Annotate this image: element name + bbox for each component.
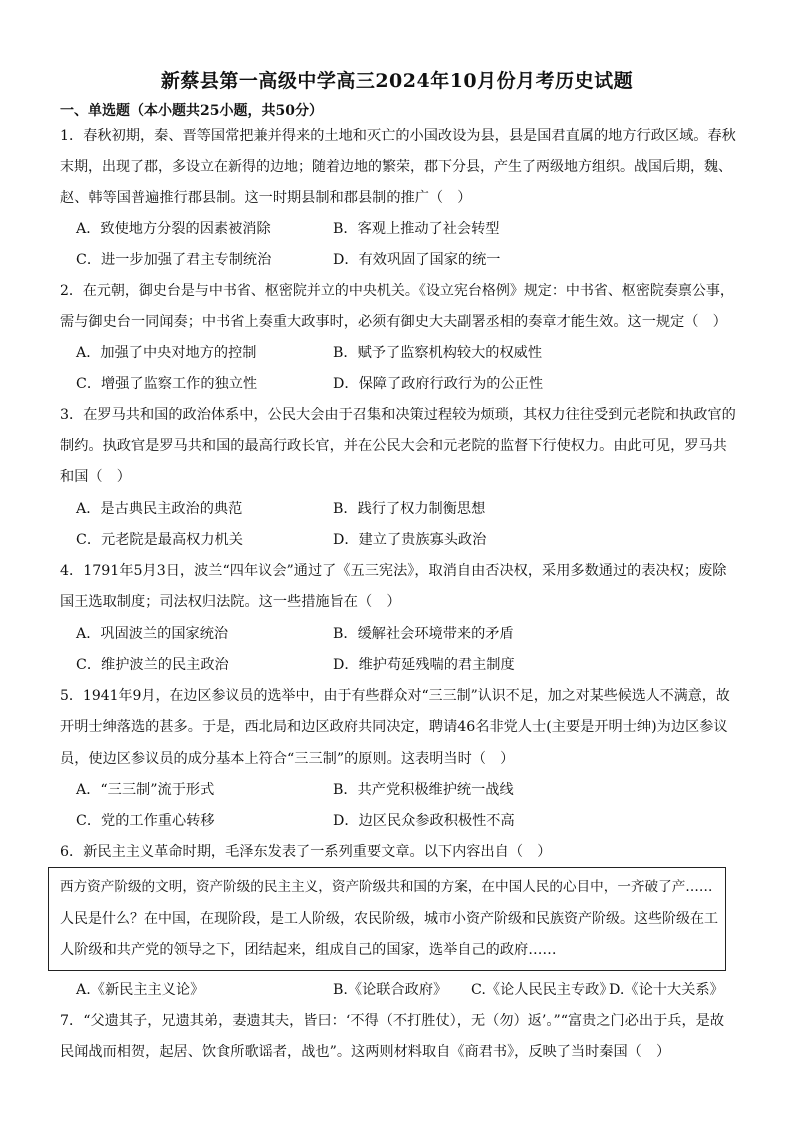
q5-option-d: D．边区民众参政积极性不高	[333, 813, 515, 829]
q2-option-b: B．赋予了监察机构较大的权威性	[333, 345, 543, 361]
q2-option-d: D．保障了政府行政行为的公正性	[333, 376, 544, 392]
q5-stem-line-3: 员，使边区参议员的成分基本上符合“三三制”的原则。这表明当时（ ）	[60, 751, 515, 767]
page-title: 新蔡县第一高级中学高三2024年10月份月考历史试题	[160, 70, 634, 92]
q5-option-b: B．共产党积极维护统一战线	[333, 782, 514, 798]
q4-option-d: D．维护苟延残喘的君主制度	[333, 657, 515, 673]
q5-stem-line-2: 开明士绅落选的甚多。于是，西北局和边区政府共同决定，聘请46名非党人士(主要是开明士绅)为边区参议	[60, 719, 728, 735]
q3-option-b: B．践行了权力制衡思想	[333, 501, 486, 517]
q4-stem-line-1: 4．1791年5月3日，波兰“四年议会”通过了《五三宪法》，取消自由否决权，采用多数通过的表决权；废除	[60, 563, 727, 579]
q4-stem-line-2: 国王选取制度；司法权归法院。这一些措施旨在（ ）	[60, 594, 401, 610]
q7-stem-line-2: 民闻战而相贺，起居、饮食所歌谣者，战也”。这两则材料取自《商君书》，反映了当时秦国（ ）	[60, 1044, 671, 1060]
q1-option-d: D．有效巩固了国家的统一	[333, 252, 501, 268]
q6-option-d: D.《论十大关系》	[609, 982, 724, 998]
q1-stem-line-2: 末期，出现了郡，多设立在新得的边地；随着边地的繁荣，郡下分县，产生了两级地方组织。战国后期，魏、	[60, 159, 732, 175]
q1-option-c: C．进一步加强了君主专制统治	[76, 252, 272, 268]
q7-stem-line-1: 7．“父遗其子，兄遗其弟，妻遗其夫，皆曰：‘不得（不打胜仗），无（勿）返’。”“富贵之门必出于兵，是故	[60, 1013, 725, 1029]
q3-stem-line-3: 和国（ ）	[60, 469, 131, 485]
q1-option-a: A．致使地方分裂的因素被消除	[76, 221, 271, 237]
q4-option-b: B．缓解社会环境带来的矛盾	[333, 626, 514, 642]
q2-stem-line-2: 需与御史台一同闻奏；中书省上奏重大政事时，必须有御史大夫副署丞相的奏章才能生效。这一规定（ ）	[60, 314, 727, 330]
q4-option-a: A．巩固波兰的国家统治	[76, 626, 229, 642]
q6-material-line-1: 西方资产阶级的文明，资产阶级的民主主义，资产阶级共和国的方案，在中国人民的心目中，一齐破了产……	[60, 879, 713, 895]
q3-stem-line-2: 制约。执政官是罗马共和国的最高行政长官，并在公民大会和元老院的监督下行使权力。由此可见，罗马共	[60, 438, 727, 454]
q5-stem-line-1: 5．1941年9月，在边区参议员的选举中，由于有些群众对“三三制”认识不足，加之对某些候选人不满意，故	[60, 688, 730, 704]
q5-option-c: C．党的工作重心转移	[76, 813, 215, 829]
q6-option-c: C.《论人民民主专政》	[471, 982, 614, 998]
q3-stem-line-1: 3．在罗马共和国的政治体系中，公民大会由于召集和决策过程较为烦琐，其权力往往受到元老院和执政官的	[60, 407, 736, 423]
q3-option-c: C．元老院是最高权力机关	[76, 532, 243, 548]
section-heading: 一、单选题（本小题共25小题，共50分）	[60, 103, 323, 119]
q3-option-d: D．建立了贵族寡头政治	[333, 532, 487, 548]
q2-option-a: A．加强了中央对地方的控制	[76, 345, 257, 361]
q6-option-a: A.《新民主主义论》	[76, 982, 205, 998]
q2-stem-line-1: 2．在元朝，御史台是与中书省、枢密院并立的中央机关。《设立宪台格例》规定：中书省、枢密院奏禀公事，	[60, 283, 734, 299]
q2-option-c: C．增强了监察工作的独立性	[76, 376, 258, 392]
q6-material-line-3: 人阶级和共产党的领导之下，团结起来，组成自己的国家，选举自己的政府……	[60, 942, 557, 958]
q6-material-line-2: 人民是什么？在中国，在现阶段，是工人阶级，农民阶级，城市小资产阶级和民族资产阶级。这些阶级在工	[60, 911, 718, 927]
q4-option-c: C．维护波兰的民主政治	[76, 657, 229, 673]
q6-option-b: B.《论联合政府》	[333, 982, 448, 998]
q5-option-a: A．“三三制”流于形式	[76, 782, 215, 798]
q3-option-a: A．是古典民主政治的典范	[76, 501, 243, 517]
q1-stem-line-3: 赵、韩等国普遍推行郡县制。这一时期县制和郡县制的推广（ ）	[60, 190, 472, 206]
q6-stem-line-1: 6．新民主主义革命时期，毛泽东发表了一系列重要文章。以下内容出自（ ）	[60, 844, 552, 860]
q1-stem-line-1: 1．春秋初期，秦、晋等国常把兼并得来的土地和灭亡的小国改设为县，县是国君直属的地方行政区域。春秋	[60, 128, 736, 144]
q1-option-b: B．客观上推动了社会转型	[333, 221, 500, 237]
